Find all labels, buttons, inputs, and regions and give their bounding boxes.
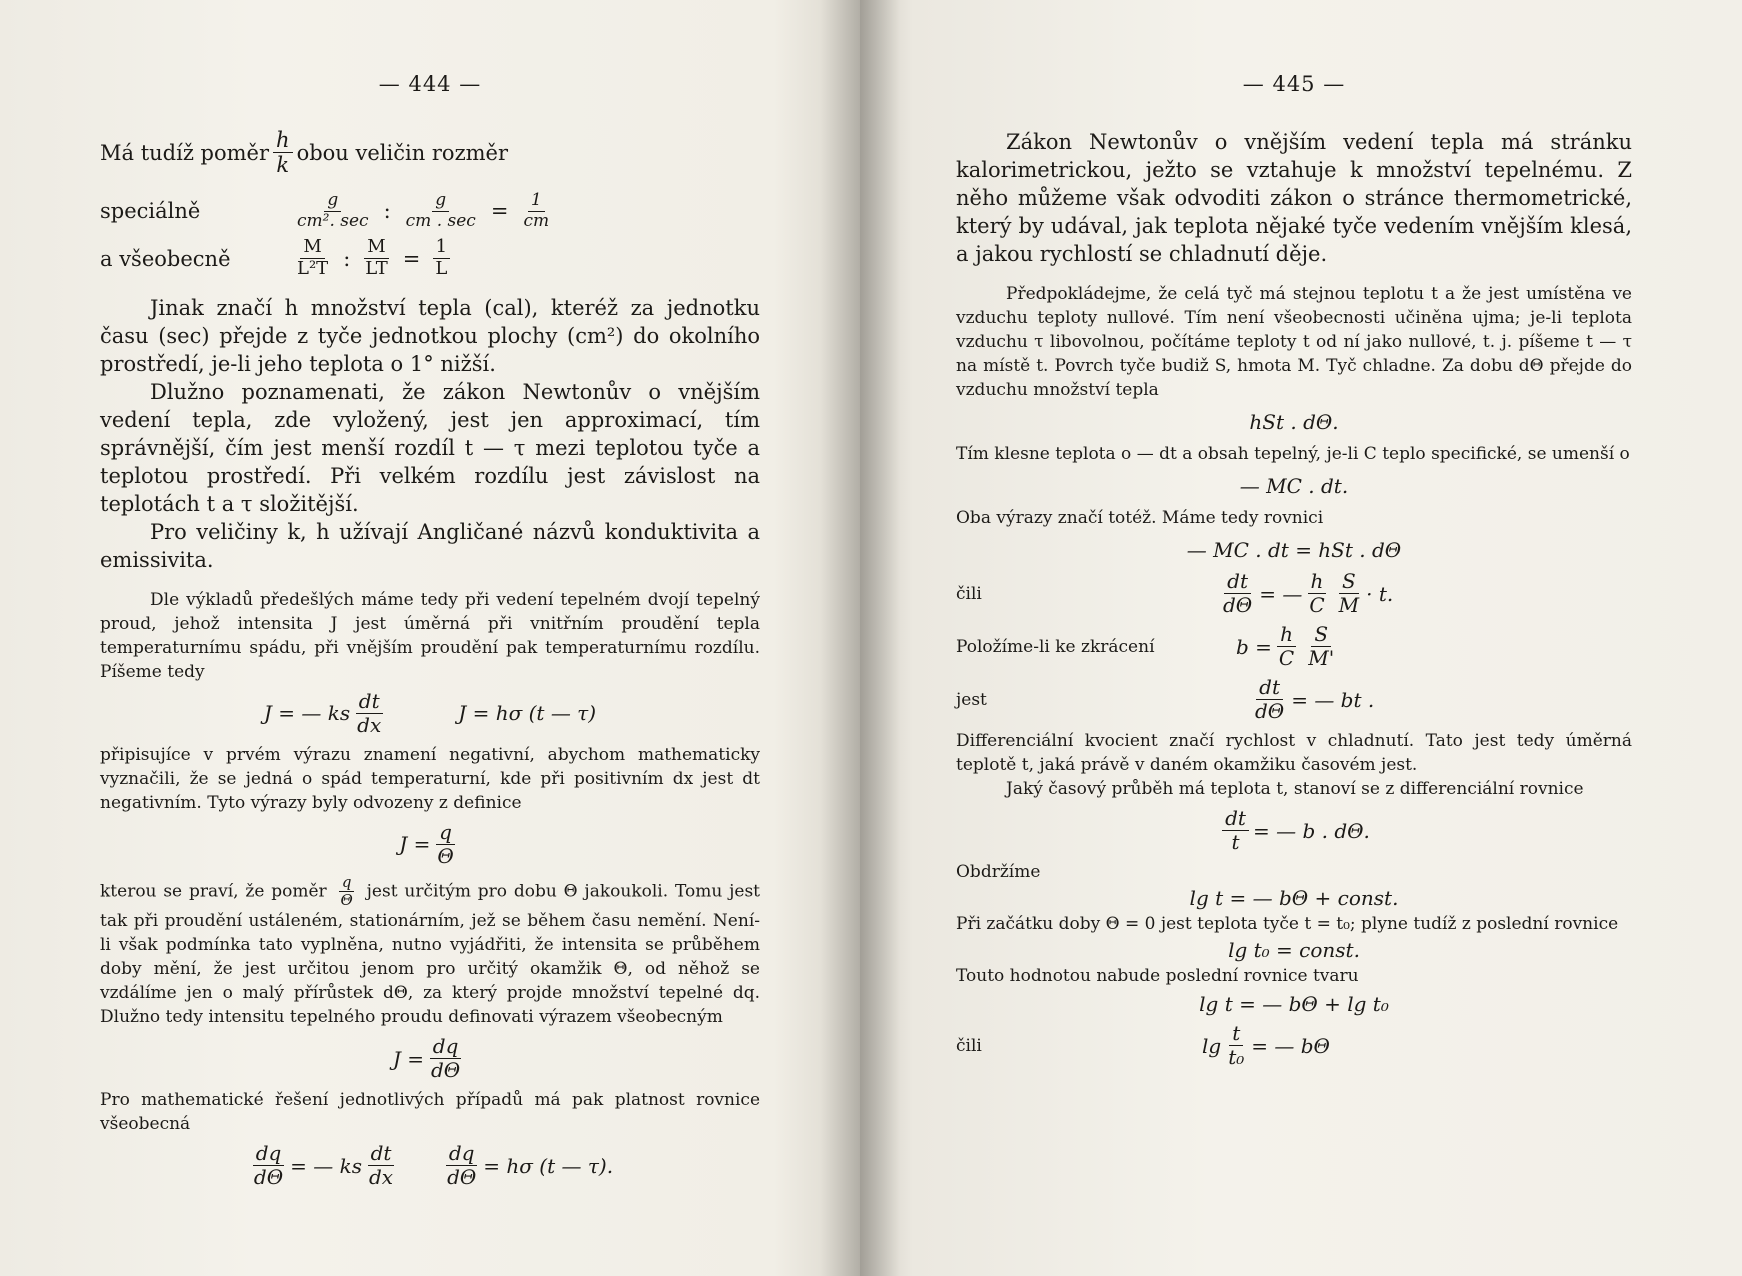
equation-final [100,1142,760,1189]
special-equation [100,191,760,231]
eq-text: = — b . dΘ. [1252,818,1370,843]
frac-num: S [1311,623,1331,647]
frac [1306,570,1327,617]
equation: lg t₀ = const. [1228,938,1360,962]
frac-den: dΘ [1223,593,1253,617]
frac [1252,676,1287,723]
frac-den: C [1309,593,1325,617]
equation: — MC . dt. [1239,474,1349,498]
paragraph: Předpokládejme, že celá tyč má stejnou teplotu t a že jest umístěna ve vzduchu teploty nullové. Tím není všeobecnosti učiněna ujma; je-li teplota vzduchu τ libovolnou, počítáme teploty t od ní jako nullové, t. j. píšeme t — τ na místě t. Povrch tyče budiž S, hmota M. Tyč chladne. Za dobu dΘ přejde do vzduchu množství tepla [956,284,1632,400]
frac [1336,570,1362,617]
frac-den: dΘ [253,1165,284,1190]
frac [354,690,384,737]
page-number: — 444 — [378,72,482,96]
equation-differential [956,807,1632,854]
frac-den: cm . sec [405,210,476,231]
gutter-shadow [820,0,860,1276]
paragraph: Zákon Newtonův o vnějším vedení tepla má stránku kalorimetrickou, ježto se vztahuje k množství tepelnému. Z něho můžeme však odvoditi zákon o stránce thermometrické, který by udával, jak teplota nějaké tyče vedením vnějším klesá, a jakou rychlostí se chladnutí děje. [956,130,1632,266]
label: Položíme-li ke zkrácení [956,636,1155,657]
frac-den: dΘ [430,1058,461,1083]
frac-num: h [273,128,293,153]
text-run: jest určitým pro dobu Θ jakoukoli. Tomu jest tak při proudění ustáleném, stationárním, jež se během času nemění. Není-li však podmínka tato vyplněna, nutno vyjádřiti, že intensita se průběhem doby mění, že jest určitou jenom pro určitý okamžik Θ, od něhož se vzdálíme jen o malý přírůstek dΘ, za který projde množství tepelné dq. Dlužno tedy intensitu tepelného proudu definovati výrazem všeobecným [100,881,761,1028]
frac-den: t₀ [1228,1045,1245,1069]
frac-num: dq [253,1142,285,1166]
frac-num: g [432,191,449,212]
frac-den: cm [523,210,550,231]
eq-text: = hσ (t — τ). [483,1153,614,1178]
gutter-shadow [860,0,900,1276]
frac [1305,623,1337,670]
frac-num: dt [356,690,383,714]
label: čili [956,583,982,604]
frac-num: 1 [433,237,450,259]
intro-fraction [273,128,293,177]
equals-sign: = [402,246,421,271]
frac [1225,1022,1247,1069]
text-run: kterou se praví, že poměr [100,881,327,901]
paragraph: Tím klesne teplota o — dt a obsah tepelný, je-li C teplo specifické, se umenší o [956,444,1630,464]
frac [432,237,450,279]
equation: lg t = — bΘ + lg t₀ [1199,992,1389,1016]
page-number: — 445 — [1242,72,1346,96]
paragraph [100,874,760,1030]
frac-den: Θ [437,843,454,868]
paragraph: Pro veličiny k, h užívají Angličané názvů konduktivita a emissivita. [100,519,760,572]
eq-text: J = [392,1046,424,1071]
frac-num: dt [1222,807,1249,831]
eq-text: lg [1202,1033,1222,1058]
eq-text: = — bt . [1291,687,1375,712]
frac-den: dx [357,712,382,737]
frac-den: L [435,258,448,280]
frac [251,1142,286,1189]
frac [403,191,479,231]
frac-num: h [1308,570,1327,594]
equation-intensity [100,690,760,737]
equation-row [956,623,1632,670]
eq-text: J = [399,832,431,857]
frac-den: L²T [297,258,329,280]
frac [1222,807,1249,854]
paragraph: Při začátku doby Θ = 0 jest teplota tyče t = t₀; plyne tudíž z poslední rovnice [956,914,1619,934]
frac [520,191,552,231]
paragraph: Jinak značí h množství tepla (cal), kteréž za jednotku času (sec) přejde z tyče jednotkou plochy (cm²) do okolního prostředí, je-li jeho teplota o 1° nižší. [100,295,760,376]
paragraph: Dle výkladů předešlých máme tedy při vedení tepelném dvojí tepelný proud, jehož intensita J jest úměrná při vnitřním proudění tepla temperaturnímu spádu, při vnějším proudění pak temperaturnímu rozdílu. Píšeme tedy [100,589,760,682]
equation: hSt . dΘ. [1249,410,1339,434]
frac-num: M [364,237,388,259]
eq-text: J = — ks [263,701,351,726]
frac [362,237,391,279]
left-page [0,0,860,1276]
paragraph: připisujíce v prvém výrazu znamení negativní, abychom mathematicky vyznačili, že se jedná o spád temperaturní, kde při positivním dx jest dt negativním. Tyto výrazy byly odvozeny z definice [100,744,760,813]
frac-den: Θ [340,891,353,909]
eq-text: J = hσ (t — τ) [458,701,597,726]
frac-num: dq [430,1035,462,1059]
frac [338,874,356,910]
frac-den: LT [365,258,388,280]
frac-num: M [300,237,324,259]
frac [1220,570,1255,617]
frac [444,1142,479,1189]
left-page-content [100,72,760,1195]
eq-text: = — [1259,581,1303,606]
paragraph: Dlužno poznamenati, že zákon Newtonův o vnějším vedení tepla, zde vyložený, jest jen approximací, tím správnější, čím jest menší rozdíl t — τ mezi teplotou tyče a teplotou prostředí. Při velkém rozdílu jest závislost na teplotách t a τ složitější. [100,379,760,516]
frac-den: M [1338,593,1360,617]
paragraph: Differenciální kvocient značí rychlost v chladnutí. Tato jest tedy úměrná teplotě t, jaká právě v daném okamžiku časovém jest. [956,731,1632,775]
frac-den: dΘ [1255,699,1285,723]
frac-den: C [1278,646,1295,670]
intro-text: Má tudíž poměr [100,140,270,165]
intro-tail: obou veličin rozměr [296,140,509,165]
equation: — MC . dt = hSt . dΘ [1186,538,1402,562]
equation: lg t = — bΘ + const. [1189,886,1399,910]
special-label: speciálně [100,199,201,224]
paragraph: Jaký časový průběh má teplota t, stanoví se z differenciální rovnice [1006,779,1584,799]
frac [434,821,456,868]
right-page [860,0,1742,1276]
eq-text: = — bΘ [1251,1033,1330,1058]
frac [366,1142,396,1189]
paragraph: Oba výrazy značí totéž. Máme tedy rovnici [956,508,1324,528]
equation-row [956,570,1632,617]
label: Obdržíme [956,862,1041,882]
frac-den: M' [1308,646,1335,670]
equation-row [956,1022,1632,1069]
frac-num: dq [446,1142,478,1166]
paragraph: Touto hodnotou nabude poslední rovnice tvaru [956,966,1359,986]
frac-num: S [1339,570,1359,594]
eq-text: b = [1236,634,1272,659]
intro-line [100,128,760,177]
frac-num: dt [368,1142,395,1166]
general-label: a všeobecně [100,246,231,271]
frac-den: cm². sec [297,210,369,231]
equation-definition [100,821,760,868]
frac [294,191,372,231]
frac-num: dt [1256,676,1283,700]
frac-den: dx [368,1165,394,1190]
frac-num: q [436,821,455,845]
frac [294,237,331,279]
frac-num: dt [1224,570,1251,594]
frac-num: t [1229,1022,1243,1046]
frac-num: h [1277,623,1296,647]
frac-num: 1 [528,191,545,212]
paragraph: Pro mathematické řešení jednotlivých případů má pak platnost rovnice všeobecná [100,1090,760,1135]
frac [428,1035,463,1082]
frac [1276,623,1297,670]
equals-sign: = [490,199,509,224]
label: čili [956,1035,982,1056]
ratio-sign: : [343,246,351,271]
equation-general-intensity [100,1035,760,1082]
right-page-content [956,72,1632,1075]
label: jest [956,689,987,710]
frac-num: q [339,874,355,892]
frac-den: t [1231,830,1240,854]
eq-text: = — ks [290,1153,362,1178]
equation-row [956,676,1632,723]
frac-den: dΘ [447,1165,477,1190]
eq-text: · t. [1366,581,1394,606]
ratio-sign: : [383,199,391,224]
frac-num: g [324,191,341,212]
general-equation [100,237,760,279]
frac-den: k [276,153,290,178]
